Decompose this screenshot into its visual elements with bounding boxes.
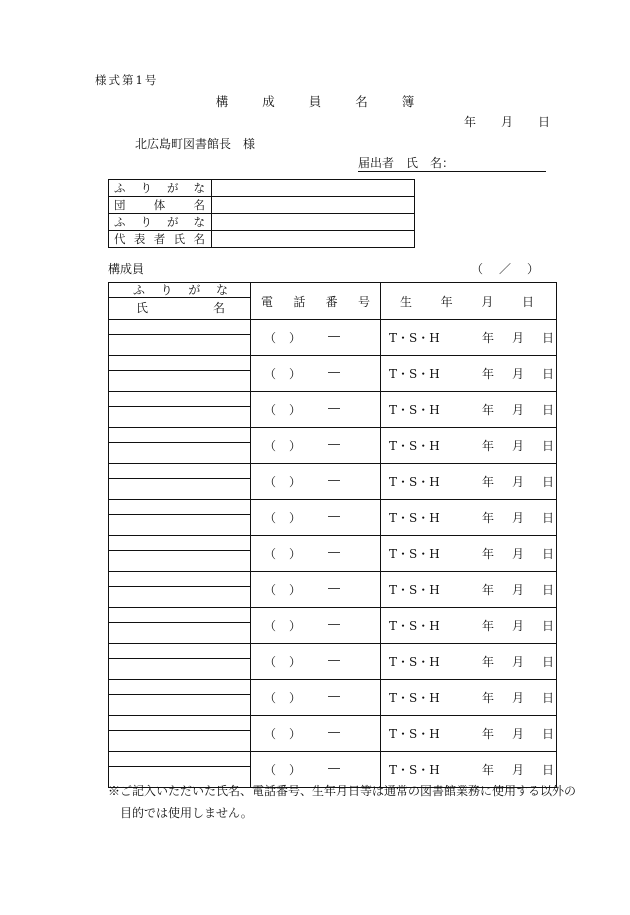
info-label: ふりがな bbox=[109, 180, 212, 197]
member-name-cell bbox=[109, 464, 251, 500]
phone-paren-open: （ bbox=[264, 439, 277, 453]
applicant-name-field[interactable] bbox=[358, 156, 546, 172]
birth-day: 日 bbox=[542, 403, 555, 417]
member-row bbox=[109, 392, 557, 428]
member-phone-field[interactable] bbox=[251, 536, 381, 572]
member-name-cell bbox=[109, 500, 251, 536]
birth-month: 月 bbox=[512, 439, 525, 453]
birth-month: 月 bbox=[512, 691, 525, 705]
birth-year: 年 bbox=[482, 439, 495, 453]
member-furigana-field[interactable] bbox=[109, 536, 250, 551]
representative-furigana-field[interactable] bbox=[212, 214, 415, 231]
phone-dash: ― bbox=[328, 545, 340, 559]
birth-year: 年 bbox=[482, 619, 495, 633]
member-phone-field[interactable] bbox=[251, 680, 381, 716]
member-birthdate-field[interactable] bbox=[381, 320, 557, 356]
birth-month: 月 bbox=[512, 403, 525, 417]
member-name-cell bbox=[109, 680, 251, 716]
date-month: 月 bbox=[501, 115, 514, 129]
member-furigana-field[interactable] bbox=[109, 392, 250, 407]
member-furigana-field[interactable] bbox=[109, 572, 250, 587]
member-furigana-field[interactable] bbox=[109, 356, 250, 371]
phone-dash: ― bbox=[328, 581, 340, 595]
birth-month: 月 bbox=[512, 763, 525, 777]
member-phone-field[interactable] bbox=[251, 428, 381, 464]
info-row bbox=[109, 180, 415, 197]
birth-month: 月 bbox=[512, 583, 525, 597]
member-furigana-field[interactable] bbox=[109, 500, 250, 515]
phone-paren-close: ） bbox=[289, 583, 302, 597]
title-char: 名 bbox=[355, 94, 368, 109]
header-birthdate: 生 年 月 日 bbox=[400, 294, 534, 309]
birth-year: 年 bbox=[482, 331, 495, 345]
member-row bbox=[109, 716, 557, 752]
birth-month: 月 bbox=[512, 619, 525, 633]
member-birthdate-field[interactable] bbox=[381, 356, 557, 392]
page-title bbox=[0, 92, 630, 110]
info-label: 団体名 bbox=[109, 197, 212, 214]
member-furigana-field[interactable] bbox=[109, 716, 250, 731]
birth-year: 年 bbox=[482, 367, 495, 381]
member-phone-field[interactable] bbox=[251, 464, 381, 500]
member-row bbox=[109, 644, 557, 680]
header-furigana: ふ り が な bbox=[109, 283, 250, 298]
birth-month: 月 bbox=[512, 727, 525, 741]
member-name-field[interactable] bbox=[109, 731, 250, 751]
addressee: 北広島町図書館長 様 bbox=[135, 137, 256, 151]
member-birthdate-field[interactable] bbox=[381, 464, 557, 500]
member-furigana-field[interactable] bbox=[109, 608, 250, 623]
phone-paren-close: ） bbox=[289, 727, 302, 741]
header-name-cell bbox=[109, 283, 251, 320]
member-name-cell bbox=[109, 320, 251, 356]
era-options: T・S・H bbox=[389, 763, 440, 777]
group-info-table bbox=[108, 179, 415, 248]
member-name-cell bbox=[109, 644, 251, 680]
era-options: T・S・H bbox=[389, 655, 440, 669]
era-options: T・S・H bbox=[389, 583, 440, 597]
birth-year: 年 bbox=[482, 475, 495, 489]
member-birthdate-field[interactable] bbox=[381, 428, 557, 464]
phone-dash: ― bbox=[328, 365, 340, 379]
member-phone-field[interactable] bbox=[251, 320, 381, 356]
title-char: 成 bbox=[262, 94, 275, 109]
count-close: ） bbox=[527, 262, 540, 276]
phone-dash: ― bbox=[328, 401, 340, 415]
phone-paren-close: ） bbox=[289, 331, 302, 345]
birth-day: 日 bbox=[542, 727, 555, 741]
phone-paren-open: （ bbox=[264, 403, 277, 417]
representative-name-field[interactable] bbox=[212, 231, 415, 248]
member-name-field[interactable] bbox=[109, 551, 250, 571]
birth-year: 年 bbox=[482, 727, 495, 741]
info-row bbox=[109, 231, 415, 248]
info-label: 代表者氏名 bbox=[109, 231, 212, 248]
member-row bbox=[109, 500, 557, 536]
member-name-cell bbox=[109, 428, 251, 464]
member-furigana-field[interactable] bbox=[109, 752, 250, 767]
member-name-cell bbox=[109, 392, 251, 428]
era-options: T・S・H bbox=[389, 403, 440, 417]
info-row bbox=[109, 197, 415, 214]
birth-month: 月 bbox=[512, 367, 525, 381]
birth-day: 日 bbox=[542, 439, 555, 453]
header-phone: 電 話 番 号 bbox=[261, 294, 370, 309]
phone-dash: ― bbox=[328, 473, 340, 487]
phone-paren-open: （ bbox=[264, 763, 277, 777]
member-name-field[interactable] bbox=[109, 695, 250, 715]
member-phone-field[interactable] bbox=[251, 644, 381, 680]
member-birthdate-field[interactable] bbox=[381, 680, 557, 716]
birth-day: 日 bbox=[542, 691, 555, 705]
era-options: T・S・H bbox=[389, 439, 440, 453]
title-char: 構 bbox=[215, 94, 229, 109]
member-row bbox=[109, 608, 557, 644]
birth-month: 月 bbox=[512, 331, 525, 345]
member-name-field[interactable] bbox=[109, 371, 250, 391]
member-row bbox=[109, 320, 557, 356]
member-birthdate-field[interactable] bbox=[381, 536, 557, 572]
phone-dash: ― bbox=[328, 653, 340, 667]
birth-year: 年 bbox=[482, 691, 495, 705]
birth-day: 日 bbox=[542, 583, 555, 597]
member-row bbox=[109, 464, 557, 500]
member-phone-field[interactable] bbox=[251, 500, 381, 536]
era-options: T・S・H bbox=[389, 619, 440, 633]
members-table bbox=[108, 282, 557, 788]
phone-dash: ― bbox=[328, 509, 340, 523]
member-row bbox=[109, 428, 557, 464]
member-name-field[interactable] bbox=[109, 443, 250, 463]
member-name-field[interactable] bbox=[109, 659, 250, 679]
member-name-cell bbox=[109, 608, 251, 644]
date-year: 年 bbox=[464, 115, 477, 129]
phone-paren-open: （ bbox=[264, 547, 277, 561]
member-furigana-field[interactable] bbox=[109, 428, 250, 443]
member-count-field[interactable] bbox=[471, 260, 539, 277]
phone-paren-open: （ bbox=[264, 331, 277, 345]
birth-year: 年 bbox=[482, 763, 495, 777]
member-phone-field[interactable] bbox=[251, 356, 381, 392]
privacy-note-line1: ※ご記入いただいた氏名、電話番号、生年月日等は通常の図書館業務に使用する以外の bbox=[108, 784, 577, 798]
phone-paren-open: （ bbox=[264, 511, 277, 525]
birth-year: 年 bbox=[482, 403, 495, 417]
phone-dash: ― bbox=[328, 617, 340, 631]
phone-paren-close: ） bbox=[289, 691, 302, 705]
phone-dash: ― bbox=[328, 437, 340, 451]
birth-month: 月 bbox=[512, 511, 525, 525]
phone-paren-open: （ bbox=[264, 475, 277, 489]
birth-day: 日 bbox=[542, 331, 555, 345]
member-row bbox=[109, 356, 557, 392]
phone-dash: ― bbox=[328, 725, 340, 739]
header-phone-cell bbox=[251, 283, 381, 320]
member-row bbox=[109, 536, 557, 572]
member-name-field[interactable] bbox=[109, 587, 250, 607]
birth-day: 日 bbox=[542, 763, 555, 777]
group-furigana-field[interactable] bbox=[212, 180, 415, 197]
count-slash: ／ bbox=[499, 262, 512, 276]
info-row bbox=[109, 214, 415, 231]
member-name-field[interactable] bbox=[109, 623, 250, 643]
members-header-row bbox=[109, 283, 557, 320]
member-birthdate-field[interactable] bbox=[381, 500, 557, 536]
birth-year: 年 bbox=[482, 583, 495, 597]
title-char: 簿 bbox=[401, 94, 415, 109]
phone-paren-close: ） bbox=[289, 511, 302, 525]
submission-date bbox=[464, 113, 550, 130]
phone-paren-close: ） bbox=[289, 439, 302, 453]
member-birthdate-field[interactable] bbox=[381, 716, 557, 752]
era-options: T・S・H bbox=[389, 547, 440, 561]
phone-paren-open: （ bbox=[264, 655, 277, 669]
birth-year: 年 bbox=[482, 511, 495, 525]
member-birthdate-field[interactable] bbox=[381, 608, 557, 644]
title-char: 員 bbox=[308, 94, 322, 109]
member-furigana-field[interactable] bbox=[109, 320, 250, 335]
member-phone-field[interactable] bbox=[251, 572, 381, 608]
era-options: T・S・H bbox=[389, 511, 440, 525]
phone-paren-close: ） bbox=[289, 475, 302, 489]
phone-paren-open: （ bbox=[264, 619, 277, 633]
phone-paren-open: （ bbox=[264, 691, 277, 705]
phone-paren-close: ） bbox=[289, 367, 302, 381]
member-phone-field[interactable] bbox=[251, 392, 381, 428]
header-name: 氏 名 bbox=[136, 301, 225, 315]
member-name-field[interactable] bbox=[109, 515, 250, 535]
era-options: T・S・H bbox=[389, 691, 440, 705]
era-options: T・S・H bbox=[389, 475, 440, 489]
phone-dash: ― bbox=[328, 689, 340, 703]
applicant-label: 届出者 氏 名： bbox=[358, 156, 455, 170]
era-options: T・S・H bbox=[389, 727, 440, 741]
birth-day: 日 bbox=[542, 655, 555, 669]
birth-day: 日 bbox=[542, 511, 555, 525]
header-birth-cell bbox=[381, 283, 557, 320]
phone-paren-close: ） bbox=[289, 763, 302, 777]
phone-dash: ― bbox=[328, 329, 340, 343]
member-furigana-field[interactable] bbox=[109, 644, 250, 659]
members-label: 構成員 bbox=[108, 262, 145, 276]
member-row bbox=[109, 680, 557, 716]
birth-day: 日 bbox=[542, 619, 555, 633]
member-name-cell bbox=[109, 716, 251, 752]
member-name-field[interactable] bbox=[109, 479, 250, 499]
phone-dash: ― bbox=[328, 761, 340, 775]
phone-paren-open: （ bbox=[264, 583, 277, 597]
phone-paren-close: ） bbox=[289, 403, 302, 417]
birth-day: 日 bbox=[542, 475, 555, 489]
group-name-field[interactable] bbox=[212, 197, 415, 214]
member-phone-field[interactable] bbox=[251, 608, 381, 644]
form-number: 様式第1号 bbox=[95, 73, 159, 87]
info-label: ふりがな bbox=[109, 214, 212, 231]
birth-month: 月 bbox=[512, 655, 525, 669]
member-name-field[interactable] bbox=[109, 335, 250, 355]
member-birthdate-field[interactable] bbox=[381, 644, 557, 680]
member-furigana-field[interactable] bbox=[109, 464, 250, 479]
date-day: 日 bbox=[538, 115, 551, 129]
birth-month: 月 bbox=[512, 547, 525, 561]
member-birthdate-field[interactable] bbox=[381, 392, 557, 428]
phone-paren-close: ） bbox=[289, 547, 302, 561]
phone-paren-open: （ bbox=[264, 727, 277, 741]
phone-paren-close: ） bbox=[289, 619, 302, 633]
member-phone-field[interactable] bbox=[251, 716, 381, 752]
member-name-cell bbox=[109, 536, 251, 572]
birth-year: 年 bbox=[482, 655, 495, 669]
birth-day: 日 bbox=[542, 547, 555, 561]
phone-paren-close: ） bbox=[289, 655, 302, 669]
member-name-cell bbox=[109, 572, 251, 608]
birth-day: 日 bbox=[542, 367, 555, 381]
privacy-note-line2: 目的では使用しません。 bbox=[120, 806, 253, 820]
birth-month: 月 bbox=[512, 475, 525, 489]
birth-year: 年 bbox=[482, 547, 495, 561]
count-open: （ bbox=[471, 262, 484, 276]
phone-paren-open: （ bbox=[264, 367, 277, 381]
era-options: T・S・H bbox=[389, 331, 440, 345]
member-birthdate-field[interactable] bbox=[381, 572, 557, 608]
member-name-cell bbox=[109, 356, 251, 392]
member-name-field[interactable] bbox=[109, 407, 250, 427]
era-options: T・S・H bbox=[389, 367, 440, 381]
member-furigana-field[interactable] bbox=[109, 680, 250, 695]
member-row bbox=[109, 572, 557, 608]
